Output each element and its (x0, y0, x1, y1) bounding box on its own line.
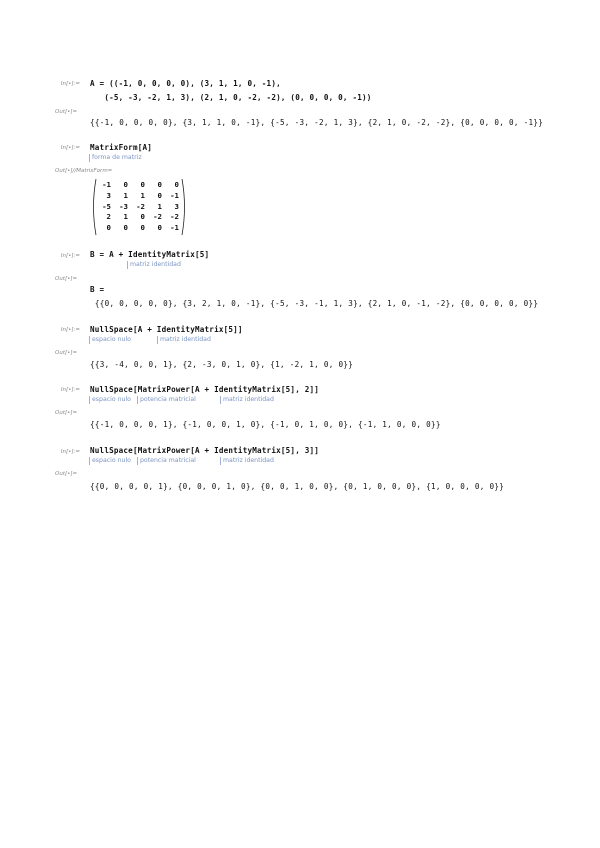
output-expression: {{0, 0, 0, 0, 0}, {3, 2, 1, 0, -1}, {-5, -3, -1, 1, 3}, {2, 1, 0, -1, -2}, {0, 0, 0, 0, 0}} (90, 299, 539, 308)
function-hint: espacio nulo (89, 396, 131, 404)
matrix-entry: 0 (106, 223, 111, 233)
function-hint: matriz identidad (127, 261, 181, 269)
matrix-entry: 1 (123, 212, 128, 222)
matrix-entry: -1 (170, 190, 179, 200)
matrix-entry: 0 (174, 180, 179, 189)
matrix-entry: -5 (102, 201, 111, 211)
matrix-entry: -3 (119, 201, 128, 211)
input-label: In[•]:= (60, 387, 80, 393)
input-label: In[•]:= (60, 145, 80, 151)
output-expression: {{-1, 0, 0, 0, 0}, {3, 1, 1, 0, -1}, {-5, -3, -2, 1, 3}, {2, 1, 0, -2, -2}, {0, 0, 0, 0, -1}} (90, 118, 544, 127)
matrix-output (90, 178, 188, 236)
matrix-entry: 0 (157, 190, 162, 200)
function-hint: matriz identidad (220, 396, 274, 404)
matrix-entry: 1 (123, 190, 128, 200)
matrix-entry: 3 (174, 201, 179, 211)
matrix-entry: -2 (136, 201, 145, 211)
matrix-entry: 1 (157, 201, 162, 211)
matrix-entry: -1 (102, 180, 111, 189)
input-line[interactable]: (-5, -3, -2, 1, 3), (2, 1, 0, -2, -2), (0, 0, 0, 0, -1)) (90, 93, 372, 102)
output-expression: {{0, 0, 0, 0, 1}, {0, 0, 0, 1, 0}, {0, 0, 1, 0, 0}, {0, 1, 0, 0, 0}, {1, 0, 0, 0, 0}} (90, 482, 505, 491)
matrix-entry: 1 (140, 190, 145, 200)
function-hint: espacio nulo (89, 457, 131, 465)
matrix-entry: 3 (106, 190, 111, 200)
input-line[interactable]: NullSpace[MatrixPower[A + IdentityMatrix[5], 2]] (90, 385, 320, 394)
function-hint: matriz identidad (157, 336, 211, 344)
output-label: Out[•]= (55, 471, 78, 477)
input-label: In[•]:= (60, 449, 80, 455)
output-label: Out[•]= (55, 276, 78, 282)
output-expression: {{3, -4, 0, 0, 1}, {2, -3, 0, 1, 0}, {1, -2, 1, 0, 0}} (90, 360, 354, 369)
function-hint: forma de matriz (89, 154, 142, 162)
matrix-entry: 0 (123, 223, 128, 233)
input-label: In[•]:= (60, 327, 80, 333)
matrix-entry: 2 (106, 212, 111, 222)
matrix-entry: -1 (170, 223, 179, 233)
matrix-entry: 0 (157, 180, 162, 189)
output-label: Out[•]= (55, 350, 78, 356)
input-line[interactable]: A = ((-1, 0, 0, 0, 0), (3, 1, 1, 0, -1), (90, 79, 281, 88)
output-label: Out[•]= (55, 410, 78, 416)
matrix-entry: -2 (170, 212, 179, 222)
function-hint: potencia matricial (137, 396, 196, 404)
matrix-grid (97, 180, 182, 234)
output-line: B = (90, 285, 105, 294)
input-label: In[•]:= (60, 253, 80, 259)
matrix-entry: 0 (140, 180, 145, 189)
matrix-entry: -2 (153, 212, 162, 222)
output-expression: {{-1, 0, 0, 0, 1}, {-1, 0, 0, 1, 0}, {-1, 0, 1, 0, 0}, {-1, 1, 0, 0, 0}} (90, 420, 441, 429)
output-label: Out[•]//MatrixForm= (55, 168, 113, 174)
input-line[interactable]: MatrixForm[A] (90, 143, 153, 152)
matrix-entry: 0 (157, 223, 162, 233)
function-hint: espacio nulo (89, 336, 131, 344)
input-label: In[•]:= (60, 81, 80, 87)
output-label: Out[•]= (55, 109, 78, 115)
input-line[interactable]: NullSpace[A + IdentityMatrix[5]] (90, 325, 243, 334)
matrix-entry: 0 (123, 180, 128, 189)
function-hint: matriz identidad (220, 457, 274, 465)
input-line[interactable]: NullSpace[MatrixPower[A + IdentityMatrix[5], 3]] (90, 446, 320, 455)
matrix-entry: 0 (140, 223, 145, 233)
function-hint: potencia matricial (137, 457, 196, 465)
matrix-entry: 0 (140, 212, 145, 222)
input-line[interactable]: B = A + IdentityMatrix[5] (90, 250, 210, 259)
